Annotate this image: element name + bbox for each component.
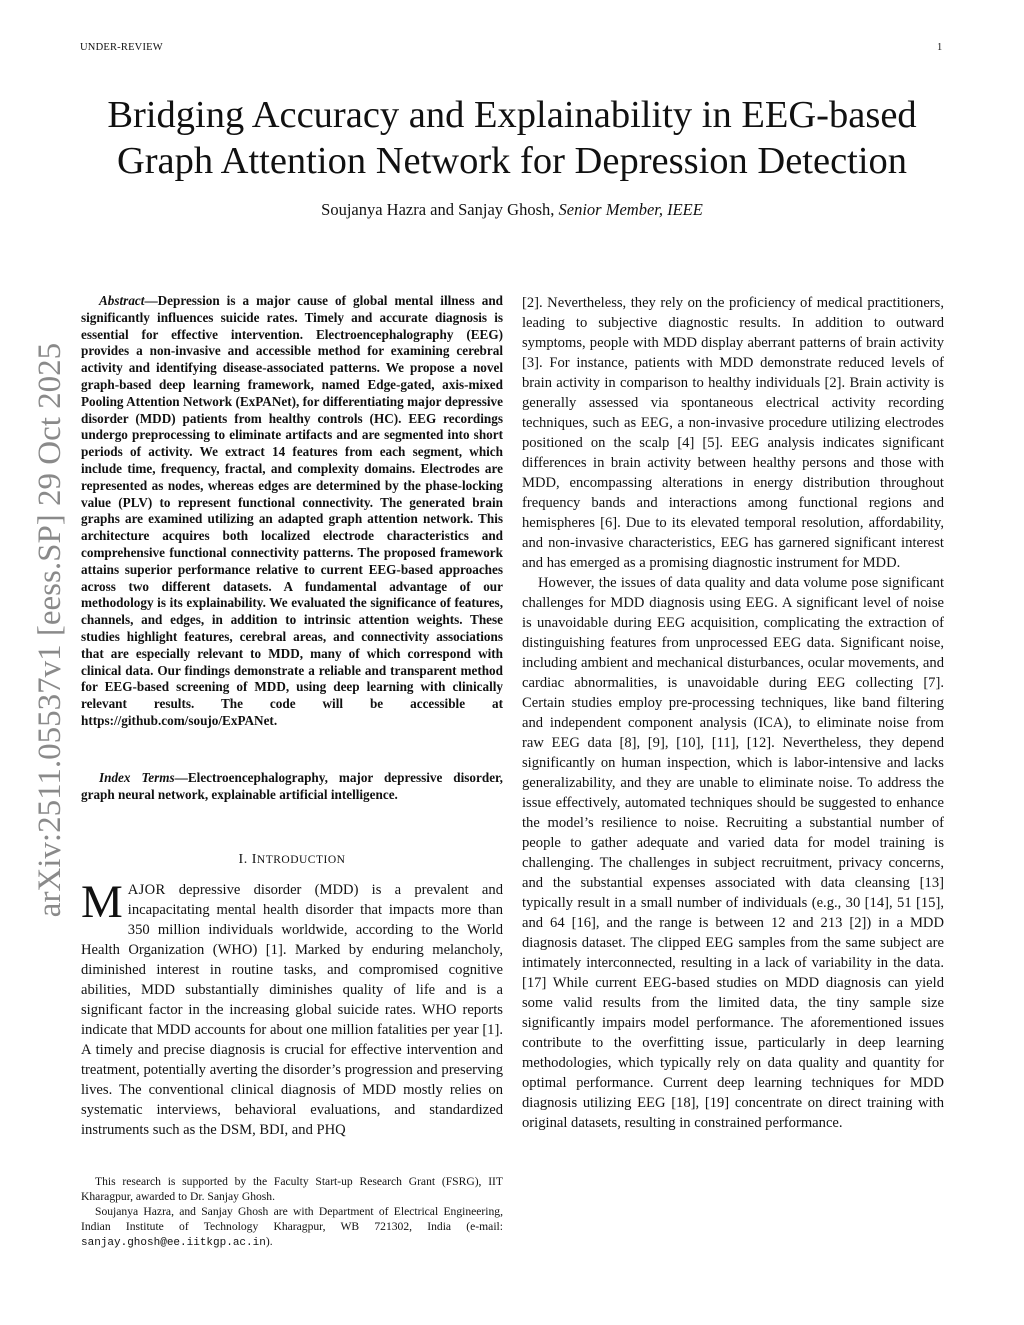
intro-text: depressive disorder (MDD) is a prevalent and incapacitating mental health disorder that impacts more than 350 million individuals worldwide, according to the World Health Organization (WHO) [1]. Marked by enduring melancholy, diminished interest in routine tasks, and compromised cognitive abilities, MDD substantially diminishes quality of life and is a significant factor in the increasing global suicide rates. WHO reports indicate that MDD accounts for about one million fatalities per year [1]. A timely and precise diagnosis is crucial for effective intervention and treatment, potentially averting the disorder’s progression and preserving lives. The conventional clinical diagnosis of MDD mostly relies on systematic interviews, behavioral evaluations, and standardized instruments such as the DSM, BDI, and PHQ [81,882,503,1138]
footnote-funding: This research is supported by the Faculty Start-up Research Grant (FSRG), IIT Kharagpur, awarded to Dr. Sanjay Ghosh. [81,1175,503,1203]
footnote-email: sanjay.ghosh@ee.iitkgp.ac.in [81,1237,266,1249]
body-paragraph: [2]. Nevertheless, they rely on the proficiency of medical practitioners, leading to subjective diagnostic results. In addition to outward symptoms, people with MDD display aberrant patterns of brain activity [3]. For instance, patients with MDD demonstrate reduced levels of brain activity in comparison to healthy individuals [2]. Brain activity is generally assessed via spontaneous electrical activity recording techniques, such as EEG, a non-invasive procedure utilizing electrodes positioned on the scalp [4] [5]. EEG analysis indicates significant differences in brain activity between healthy persons and those with MDD, encompassing alterations in energy distribution throughout frequency bands and interactions among functional regions and hemispheres [6]. Due to its elevated temporal resolution, affordability, and non-invasive characteristics, EEG has garnered significant interest and has emerged as a promising diagnostic instrument for MDD. [522,295,944,571]
author-names: Soujanya Hazra and Sanjay Ghosh, [321,200,559,219]
page-number: 1 [937,42,943,53]
arxiv-side-watermark: arXiv:2511.05537v1 [eess.SP] 29 Oct 2025 [32,342,68,918]
author-role: Senior Member, IEEE [558,200,703,219]
title-line-2: Graph Attention Network for Depression Detection [116,140,908,182]
abstract-text: —Depression is a major cause of global mental illness and significantly influences suicide rates. Timely and accurate diagnosis is essential for effective intervention. Electroencephalography (EEG) provides a non-invasive and accessible method for examining cerebral activity and identifying disease-associated patterns. We propose a novel graph-based deep learning framework, named Edge-gated, axis-mixed Pooling Attention Network (ExPANet), for differentiating major depressive disorder (MDD) patients from healthy controls (HC). EEG recordings undergo preprocessing to eliminate artifacts and are segmented into short periods of activity. We extract 14 features from each segment, which include time, frequency, fractal, and complexity domains. Electrodes are represented as nodes, whereas edges are determined by the phase-locking value (PLV) to represent functional connectivity. The generated brain graphs are examined utilizing an adapted graph attention network. This architecture acquires both localized electrode characteristics and comprehensive functional connectivity patterns. The proposed framework attains superior performance relative to current EEG-based approaches across two different datasets. A fundamental advantage of our methodology is its explainability. We evaluated the significance of features, channels, and edges, in addition to intrinsic attention weights. These studies highlight features, cerebral areas, and connectivity associations that are especially relevant to MDD, many of which correspond with clinical data. Our findings demonstrate a reliable and transparent method for EEG-based screening of MDD, using deep learning with clinically relevant results. The code will be accessible at https://github.com/soujo/ExPANet. [81,293,503,728]
index-terms-label: Index Terms [99,770,175,785]
section-rest: NTRODUCTION [256,854,346,866]
section-heading-introduction [81,852,503,868]
right-column-text [522,293,944,1133]
paper-title [80,92,944,184]
author-line [80,200,944,220]
footnote [81,1174,503,1251]
footnote-affiliation-text: Soujanya Hazra, and Sanjay Ghosh are with Department of Electrical Engineering, Indian Institute of Technology Kharagpur, WB 721302, India (e-mail: [81,1205,503,1233]
index-terms [81,770,503,804]
section-numeral: I. [238,852,252,867]
footnote-affiliation [81,1204,503,1251]
running-header: UNDER-REVIEW [80,42,163,53]
drop-cap: M [81,876,123,928]
introduction-paragraph [81,876,503,1140]
title-line-1: Bridging Accuracy and Explainability in EEG-based [107,94,917,136]
abstract-label: Abstract [99,293,145,308]
body-paragraph: However, the issues of data quality and data volume pose significant challenges for MDD diagnosis using EEG. A significant level of noise is unavoidable during EEG acquisition, complicating the extraction of distinguishing features from unprocessed EEG data. Significant noise, including ambient and mechanical disturbances, ocular movements, and cardiac abnormalities, is unavoidable during EEG collecting [7]. Certain studies employ pre-processing techniques, like band filtering and independent component analysis (ICA), to eliminate noise from raw EEG data [8], [9], [10], [11], [12]. Nevertheless, they depend significantly on human inspection, which is labor-intensive and lacks generalizability, and they are unable to eliminate noise. To address the issue effectively, automated techniques should be suggested to enhance the model’s resilience to noise. Recruiting a substantial number of people to gather adequate and varied data for model training is challenging. The challenges in subject recruitment, privacy concerns, and the substantial expenses associated with data cleansing [13] typically result in a small number of individuals (e.g., 30 [14], 51 [15], and 64 [16], and the range is between 12 and 213 [2]) in a MDD diagnosis dataset. The clipped EEG samples from the same subject are intimately interconnected, resulting in a lack of variability in the data. [17] While current EEG-based studies on MDD diagnosis can yield some valid results from the limited data, the tiny sample size significantly impairs model performance. The aforementioned issues contribute to the overfitting issue, particularly in deep learning methodologies, which typically rely on data quality and quantity for optimal performance. Current deep learning techniques for MDD diagnosis utilizing EEG [18], [19] concentrate on direct training with original datasets, resulting in constrained performance. [522,575,944,1131]
section-first-letter: I [251,852,257,867]
abstract [81,293,503,730]
footnote-affiliation-end: ). [265,1235,273,1248]
index-terms-text: —Electroencephalography, major depressive disorder, graph neural network, explainable artificial intelligence. [81,770,503,802]
intro-small-caps: AJOR [127,882,166,898]
